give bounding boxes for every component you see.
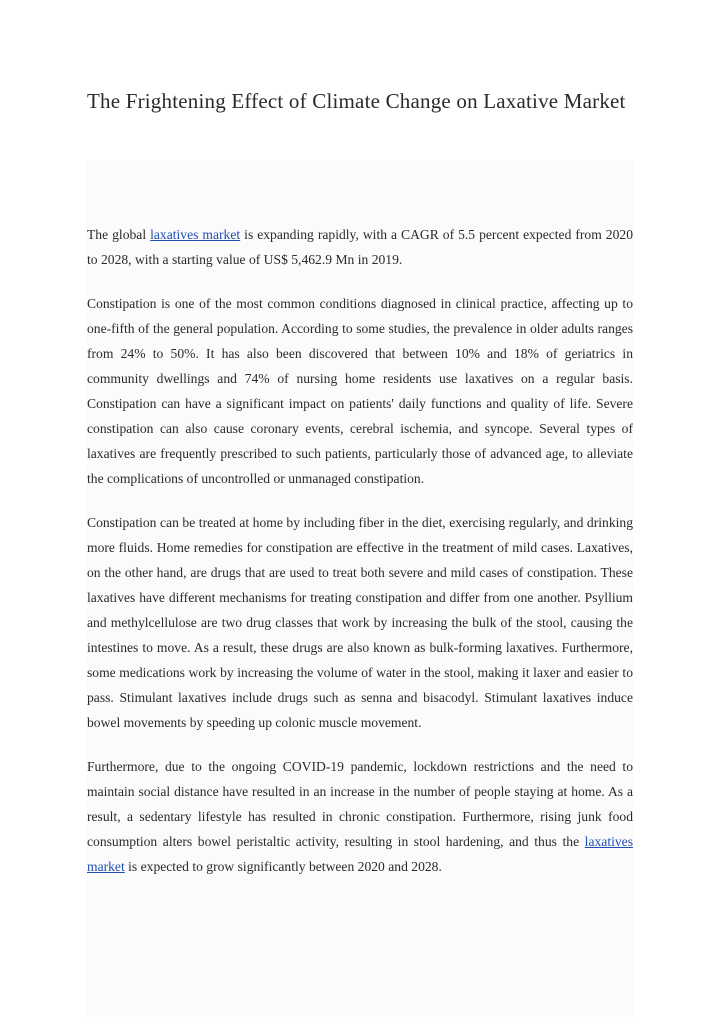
laxatives-market-link[interactable]: laxatives market: [87, 834, 633, 874]
paragraph-market-overview: [87, 222, 633, 272]
document-title: The Frightening Effect of Climate Change on Laxative Market: [87, 89, 626, 113]
document-body: [87, 222, 633, 898]
paragraph-treatment: Constipation can be treated at home by including fiber in the diet, exercising regularly, and drinking more fluids. Home remedies for constipation are effective in the treatment of mild cases. Laxatives, on the other hand, are drugs that are used to treat both severe and mild cases of constipation. These laxatives have different mechanisms for treating constipation and differ from one another. Psyllium and methylcellulose are two drug classes that work by increasing the bulk of the stool, causing the intestines to move. As a result, these drugs are also known as bulk-forming laxatives. Furthermore, some medications work by increasing the volume of water in the stool, making it laxer and easier to pass. Stimulant laxatives include drugs such as senna and bisacodyl. Stimulant laxatives induce bowel movements by speeding up colonic muscle movement.: [87, 515, 633, 730]
paragraph-text: is expected to grow significantly between 2020 and 2028.: [124, 859, 442, 874]
paragraph-covid-impact: [87, 754, 633, 879]
laxatives-market-link[interactable]: laxatives market: [150, 227, 241, 242]
paragraph-constipation-prevalence: Constipation is one of the most common conditions diagnosed in clinical practice, affecting up to one-fifth of the general population. According to some studies, the prevalence in older adults ranges from 24% to 50%. It has also been discovered that between 10% and 18% of geriatrics in community dwellings and 74% of nursing home residents use laxatives on a regular basis. Constipation can have a significant impact on patients' daily functions and quality of life. Severe constipation can also cause coronary events, cerebral ischemia, and syncope. Several types of laxatives are frequently prescribed to such patients, particularly those of advanced age, to alleviate the complications of uncontrolled or unmanaged constipation.: [87, 296, 633, 486]
paragraph-text: The global: [87, 227, 151, 242]
paragraph-text: Furthermore, due to the ongoing COVID-19 pandemic, lockdown restrictions and the need to maintain social distance have resulted in an increase in the number of people staying at home. As a result, a sedentary lifestyle has resulted in chronic constipation. Furthermore, rising junk food consumption alters bowel peristaltic activity, resulting in stool hardening, and thus the: [87, 759, 633, 849]
paragraph-text: is expanding rapidly, with a CAGR of 5.5 percent expected from 2020 to 2028, with a starting value of US$ 5,462.9 Mn in 2019.: [87, 227, 633, 267]
